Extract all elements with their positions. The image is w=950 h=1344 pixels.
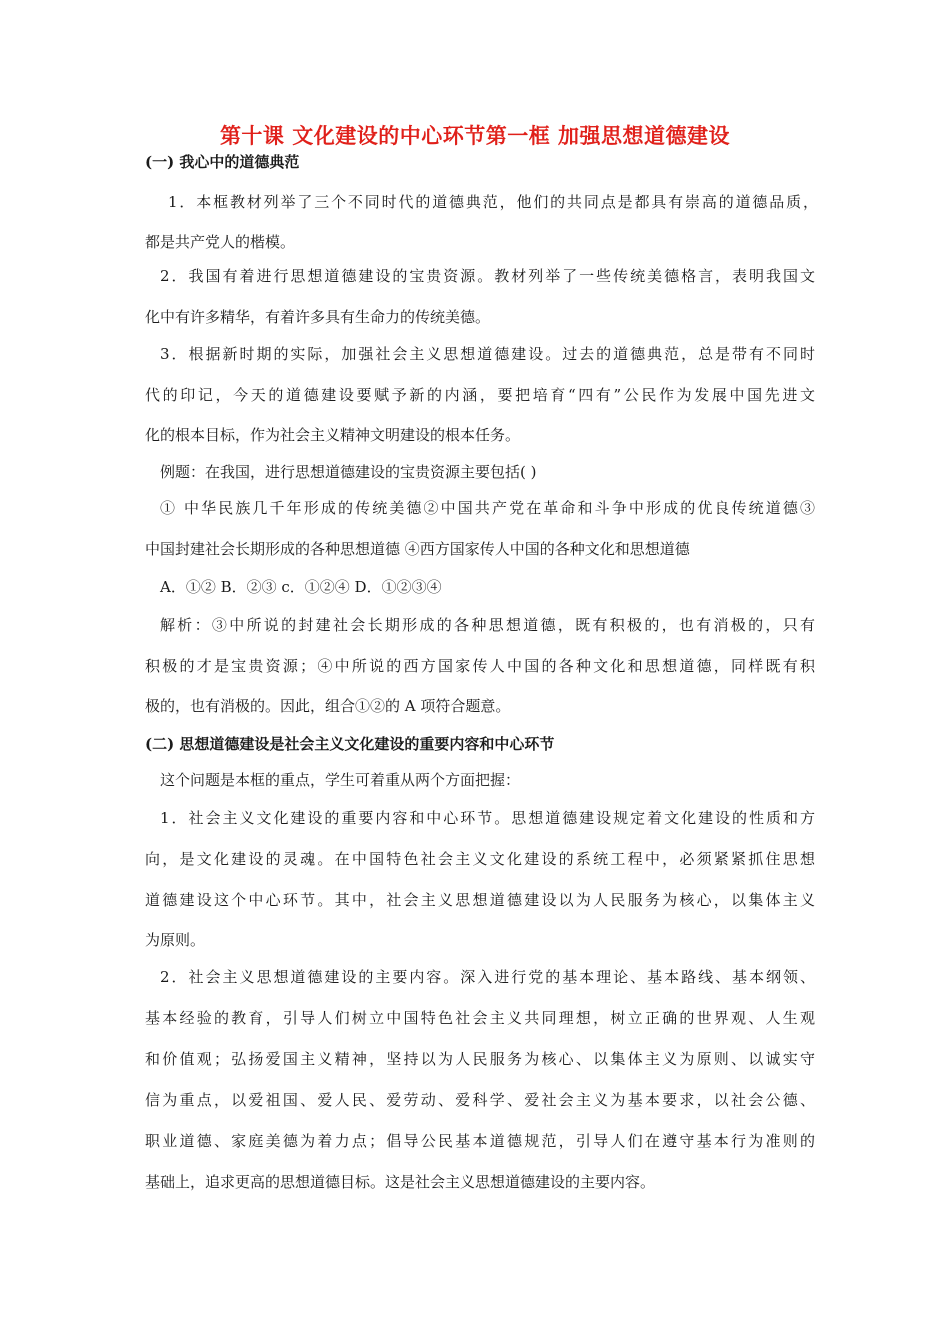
analysis-line: 极的，也有消极的。因此，组合①②的 A 项符合题意。 bbox=[145, 697, 511, 715]
example-question: 例题：在我国，进行思想道德建设的宝贵资源主要包括( ) bbox=[160, 463, 537, 481]
paragraph-line: 1．社会主义文化建设的重要内容和中心环节。思想道德建设规定着文化建设的性质和方 bbox=[160, 809, 815, 827]
analysis-line: 解析：③中所说的封建社会长期形成的各种思想道德，既有积极的，也有消极的，只有 bbox=[160, 616, 815, 634]
paragraph-line: 道德建设这个中心环节。其中，社会主义思想道德建设以为人民服务为核心，以集体主义 bbox=[145, 891, 815, 909]
paragraph-line: 2．我国有着进行思想道德建设的宝贵资源。教材列举了一些传统美德格言，表明我国文 bbox=[160, 267, 815, 285]
paragraph-line: 代的印记，今天的道德建设要赋予新的内涵，要把培育“四有”公民作为发展中国先进文 bbox=[145, 386, 815, 404]
section-heading-1: (一) 我心中的道德典范 bbox=[145, 153, 300, 171]
paragraph-line: 3．根据新时期的实际，加强社会主义思想道德建设。过去的道德典范，总是带有不同时 bbox=[160, 345, 815, 363]
paragraph-line: 信为重点，以爱祖国、爱人民、爱劳动、爱科学、爱社会主义为基本要求，以社会公德、 bbox=[145, 1091, 815, 1109]
paragraph-line: 基本经验的教育，引导人们树立中国特色社会主义共同理想，树立正确的世界观、人生观 bbox=[145, 1009, 815, 1027]
paragraph-line: 向，是文化建设的灵魂。在中国特色社会主义文化建设的系统工程中，必须紧紧抓住思想 bbox=[145, 850, 815, 868]
example-options-line: ① 中华民族几千年形成的传统美德②中国共产党在革命和斗争中形成的优良传统道德③ bbox=[160, 499, 815, 517]
paragraph-line: 为原则。 bbox=[145, 931, 206, 949]
analysis-line: 积极的才是宝贵资源；④中所说的西方国家传人中国的各种文化和思想道德，同样既有积 bbox=[145, 657, 815, 675]
paragraph-line: 都是共产党人的楷模。 bbox=[145, 233, 296, 251]
paragraph-line: 职业道德、家庭美德为着力点；倡导公民基本道德规范，引导人们在遵守基本行为准则的 bbox=[145, 1132, 815, 1150]
page-title: 第十课 文化建设的中心环节第一框 加强思想道德建设 bbox=[219, 123, 731, 148]
paragraph-line: 和价值观；弘扬爱国主义精神，坚持以为人民服务为核心、以集体主义为原则、以诚实守 bbox=[145, 1050, 815, 1068]
section-heading-2: (二) 思想道德建设是社会主义文化建设的重要内容和中心环节 bbox=[145, 735, 555, 753]
paragraph-line: 化的根本目标，作为社会主义精神文明建设的根本任务。 bbox=[145, 426, 521, 444]
example-options-line: 中国封建社会长期形成的各种思想道德 ④西方国家传人中国的各种文化和思想道德 bbox=[145, 540, 690, 558]
answer-choices: A．①② B．②③ c．①②④ D．①②③④ bbox=[160, 578, 442, 596]
paragraph-line: 2．社会主义思想道德建设的主要内容。深入进行党的基本理论、基本路线、基本纲领、 bbox=[160, 968, 815, 986]
section-intro: 这个问题是本框的重点，学生可着重从两个方面把握： bbox=[160, 771, 521, 789]
paragraph-line: 1．本框教材列举了三个不同时代的道德典范，他们的共同点是都具有崇高的道德品质， bbox=[168, 193, 818, 211]
paragraph-line: 化中有许多精华，有着许多具有生命力的传统美德。 bbox=[145, 308, 491, 326]
paragraph-line: 基础上，追求更高的思想道德目标。这是社会主义思想道德建设的主要内容。 bbox=[145, 1173, 656, 1191]
